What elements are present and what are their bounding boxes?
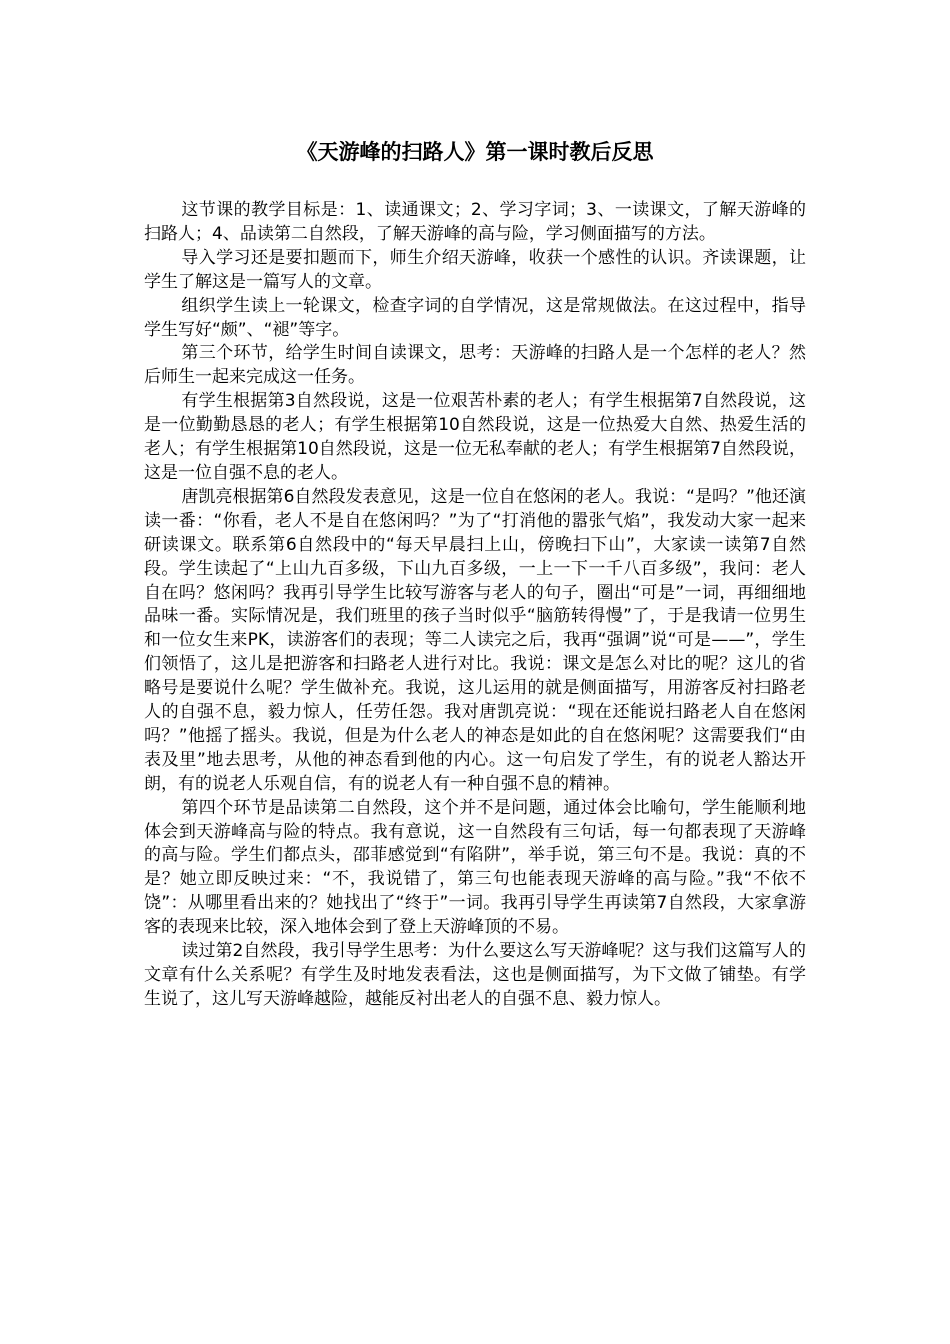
paragraph: 组织学生读上一轮课文，检查字词的自学情况，这是常规做法。在这过程中，指导学生写好“颇”、“褪”等字。 xyxy=(144,295,806,340)
paragraph: 有学生根据第3自然段说，这是一位艰苦朴素的老人；有学生根据第7自然段说，这是一位勤勤恳恳的老人；有学生根据第10自然段说，这是一位热爱大自然、热爱生活的老人；有学生根据第10自然段说，这是一位无私奉献的老人；有学生根据第7自然段说，这是一位自强不息的老人。 xyxy=(144,391,806,483)
paragraph: 读过第2自然段，我引导学生思考：为什么要这么写天游峰呢？这与我们这篇写人的文章有什么关系呢？有学生及时地发表看法，这也是侧面描写，为下文做了铺垫。有学生说了，这儿写天游峰越险，越能反衬出老人的自强不息、毅力惊人。 xyxy=(144,941,806,1009)
paragraph: 导入学习还是要扣题而下，师生介绍天游峰，收获一个感性的认识。齐读课题，让学生了解这是一篇写人的文章。 xyxy=(144,247,806,292)
paragraph: 这节课的教学目标是：1、读通课文；2、学习字词；3、一读课文，了解天游峰的扫路人；4、品读第二自然段，了解天游峰的高与险，学习侧面描写的方法。 xyxy=(144,200,806,244)
paragraph: 第三个环节，给学生时间自读课文，思考：天游峰的扫路人是一个怎样的老人？然后师生一起来完成这一任务。 xyxy=(144,343,806,388)
document-title: 《天游峰的扫路人》第一课时教后反思 xyxy=(296,140,654,164)
document-body xyxy=(144,199,806,1012)
paragraph: 第四个环节是品读第二自然段，这个并不是问题，通过体会比喻句，学生能顺利地体会到天游峰高与险的特点。我有意说，这一自然段有三句话，每一句都表现了天游峰的高与险。学生们都点头，邵菲感觉到“有陷阱”，举手说，第三句不是。我说：真的不是？她立即反映过来：“不，我说错了，第三句也能表现天游峰的高与险。”我“不依不饶”：从哪里看出来的？她找出了“终于”一词。我再引导学生再读第7自然段，大家拿游客的表现来比较，深入地体会到了登上天游峰顶的不易。 xyxy=(144,797,806,938)
paragraph: 唐凯亮根据第6自然段发表意见，这是一位自在悠闲的老人。我说：“是吗？”他还演读一番：“你看，老人不是自在悠闲吗？”为了“打消他的嚣张气焰”，我发动大家一起来研读课文。联系第6自然段中的“每天早晨扫上山，傍晚扫下山”，大家读一读第7自然段。学生读起了“上山九百多级，下山九百多级，一上一下一千八百多级”，我问：老人自在吗？悠闲吗？我再引导学生比较写游客与老人的句子，圈出“可是”一词，再细细地品味一番。实际情况是，我们班里的孩子当时似乎“脑筋转得慢”了，于是我请一位男生和一位女生来PK，读游客们的表现；等二人读完之后，我再“强调”说“可是——”，学生们领悟了，这儿是把游客和扫路老人进行对比。我说：课文是怎么对比的呢？这儿的省略号是要说什么呢？学生做补充。我说，这儿运用的就是侧面描写，用游客反衬扫路老人的自强不息，毅力惊人，任劳任怨。我对唐凯亮说：“现在还能说扫路老人自在悠闲吗？”他摇了摇头。我说，但是为什么老人的神态是如此的自在悠闲呢？这需要我们“由表及里”地去思考，从他的神态看到他的内心。这一句启发了学生，有的说老人豁达开朗，有的说老人乐观自信，有的说老人有一种自强不息的精神。 xyxy=(144,486,806,794)
